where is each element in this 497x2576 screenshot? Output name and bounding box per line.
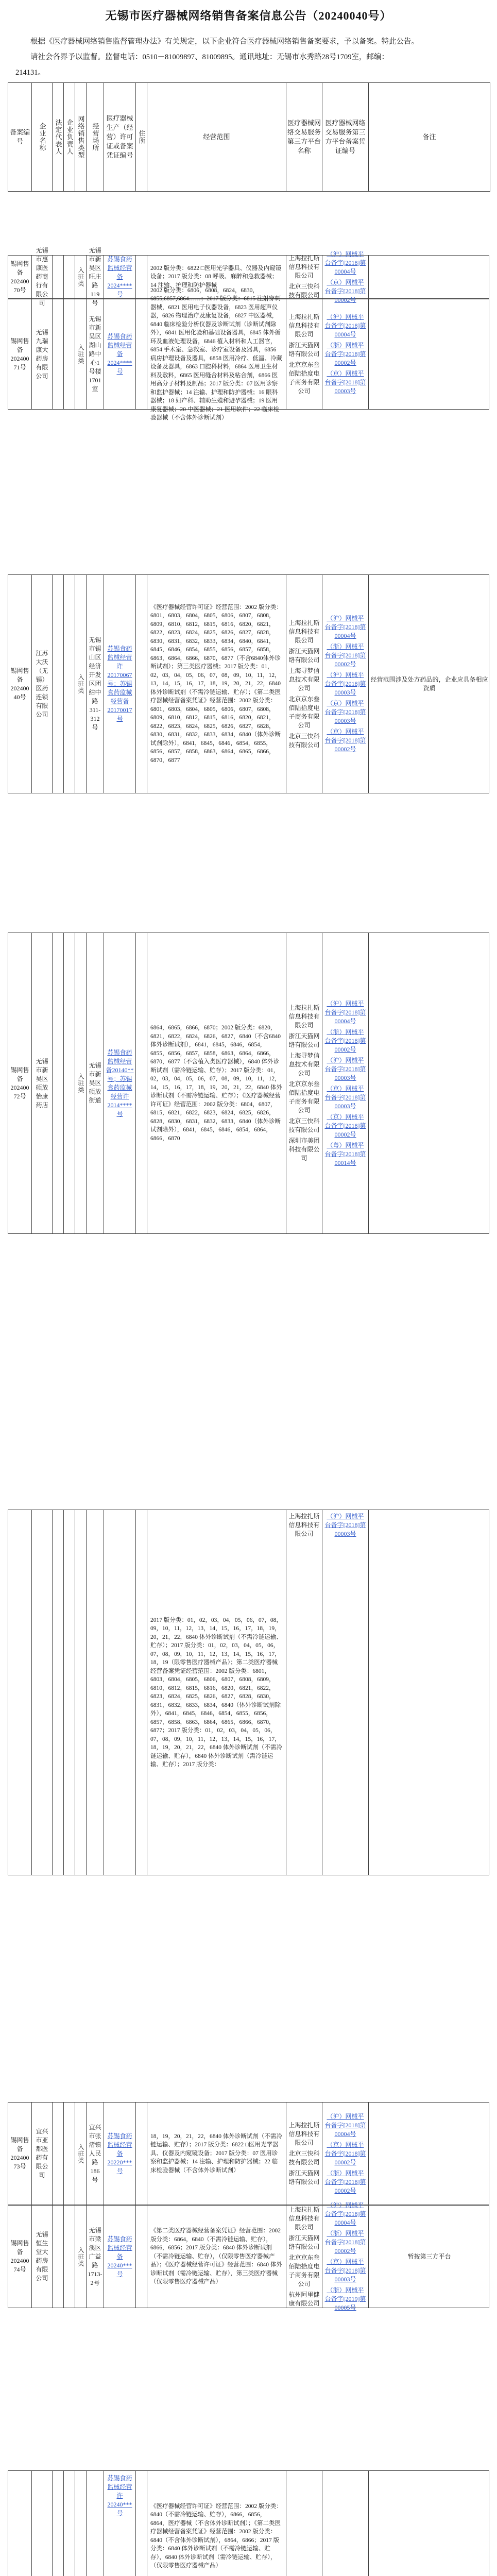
record-legal xyxy=(52,2471,63,2576)
record-note xyxy=(368,933,490,1233)
record-type: 入驻类 xyxy=(75,256,86,298)
record-company: 宜兴市亚都医药有限公司 xyxy=(31,2103,52,2205)
record-license xyxy=(104,2471,135,2576)
platform-code-link[interactable]: （浙）网械平台备字[2018]第00002号 xyxy=(324,2230,366,2255)
table-row xyxy=(8,574,489,793)
platform-code-link[interactable]: （沪）网械平台备字[2018]第00004号 xyxy=(324,313,366,338)
platform-code-link[interactable]: （沪）网械平台备字[2018]第00004号 xyxy=(324,999,366,1025)
record-platforms xyxy=(286,2103,322,2205)
record-note xyxy=(368,256,490,298)
record-person xyxy=(63,256,75,298)
record-address: 无锡市梁溪区广益路1713-2号 xyxy=(86,2206,104,2308)
platform-name: 浙江天猫网络有限公司 xyxy=(288,2169,320,2185)
platform-name: 浙江天猫网络有限公司 xyxy=(288,2234,320,2250)
record-person xyxy=(63,299,75,409)
platform-code-link[interactable]: （沪）网械平台备字[2018]第00004号 xyxy=(324,615,366,639)
record-note: 暂按第三方平台 xyxy=(368,2206,490,2308)
record-type: 入驻类 xyxy=(75,575,86,793)
record-code xyxy=(8,2471,31,2576)
record-license xyxy=(104,933,135,1233)
record-legal xyxy=(52,256,63,298)
table-row xyxy=(8,2470,489,2576)
record-residence xyxy=(135,1510,147,1875)
record-code: 锡网售备202400 71号 xyxy=(10,337,29,371)
platform-name: 浙江天猫网络有限公司 xyxy=(288,647,320,664)
record-platforms xyxy=(286,933,322,1233)
record-legal xyxy=(52,933,63,1233)
record-residence xyxy=(135,575,147,793)
license-link[interactable]: 苏锡食药监械经营备20140**号；苏锡食药监械经营许2014****号 xyxy=(106,1048,134,1117)
platform-code-link[interactable]: （京）网械平台备字[2018]第00003号 xyxy=(324,1084,366,1110)
record-license xyxy=(104,2103,135,2205)
record-platform-codes xyxy=(322,2201,368,2311)
table-header xyxy=(8,82,490,192)
record-note xyxy=(368,1510,490,1875)
record-company: 江苏大沃（无锡）医药连锁有限公司 xyxy=(31,575,52,793)
record-company xyxy=(31,2471,52,2576)
record-type: 入驻类 xyxy=(75,933,86,1233)
record-platform-codes xyxy=(322,2471,368,2576)
header-cell-company: 企业名称 xyxy=(31,83,52,191)
record-residence xyxy=(135,2206,147,2308)
license-link[interactable]: 苏锡食药监械经营备20220***号 xyxy=(107,2132,132,2175)
record-company xyxy=(31,1510,52,1875)
platform-code-link[interactable]: （沪）网械平台备字[2018]第00003号 xyxy=(324,671,366,696)
platform-code-link[interactable]: （沪）网械平台备字[2018]第00003号 xyxy=(324,1513,366,1537)
platform-name: 上海拉扎斯信息科技有限公司 xyxy=(288,1513,320,1537)
platform-name: 上海拉扎斯信息科技有限公司 xyxy=(288,255,320,279)
record-residence xyxy=(135,2103,147,2205)
platform-name: 上海寻梦信息技术有限公司 xyxy=(288,667,320,692)
record-license xyxy=(104,2206,135,2308)
platform-code-link[interactable]: （沪）网械平台备字[2018]第00004号 xyxy=(324,250,366,275)
record-license xyxy=(104,299,135,409)
record-note: 经营范围涉及处方药品的，企业应具备相应资质 xyxy=(368,575,490,793)
record-type: 入驻类 xyxy=(75,2206,86,2308)
platform-code-link[interactable]: （浙）网械平台备字[2018]第00002号 xyxy=(324,643,366,668)
record-person xyxy=(63,575,75,793)
record-note xyxy=(368,299,490,409)
platform-name: 上海拉扎斯信息科技有限公司 xyxy=(288,619,320,644)
license-link[interactable]: 苏锡食药监械经营备2024****号 xyxy=(107,333,132,375)
platform-name: 深圳市美团科技有限公司 xyxy=(288,1137,320,1162)
record-company: 无锡市新吴区硕放怡康药店 xyxy=(31,933,52,1233)
record-platform-codes xyxy=(322,2103,368,2205)
platform-name: 北京三快科技有限公司 xyxy=(288,732,320,749)
record-type: 入驻类 xyxy=(75,2103,86,2205)
platform-name: 上海拉扎斯信息科技有限公司 xyxy=(288,1004,320,1029)
record-platform-codes xyxy=(322,575,368,793)
record-platforms xyxy=(286,2471,322,2576)
header-cell-code: 备案编号 xyxy=(9,128,30,145)
license-link[interactable]: 苏锡食药监械经营备2024****号 xyxy=(107,256,132,298)
record-address: 宜兴市张渚镇人民路186号 xyxy=(86,2103,104,2205)
record-code: 锡网售备202400 73号 xyxy=(10,2137,29,2170)
record-type xyxy=(75,2471,86,2576)
table-row xyxy=(8,1510,489,1875)
header-cell-platform-code: 医疗器械网络交易服务第三方平台备案凭证编号 xyxy=(322,83,368,191)
record-code: 锡网售备202400 40号 xyxy=(10,667,29,701)
record-legal xyxy=(52,1510,63,1875)
record-license xyxy=(104,1510,135,1875)
record-platform-codes xyxy=(322,299,368,409)
header-cell-platform: 医疗器械网络交易服务第三方平台名称 xyxy=(286,83,322,191)
header-cell-scope: 经营范围 xyxy=(147,83,286,191)
table-row xyxy=(8,933,489,1234)
record-residence xyxy=(135,299,147,409)
record-scope: 6864，6865，6866，6870；2002 版分类：6820，6821，6822，6824，6826，6827，6840（不含6840体外诊断试剂），6841，6845，6846，6854，6855，6856，6857，6858，6863，6864，6866，6870，6877（不含植入类医疗器械），6840 体外诊断试剂（需冷链运输、贮存）；2017 版分类：01，02，03，04，05，06，07，08，09，10，11，12，14，15，16，17，18，19，20，21，22，6840 体外诊断试剂（不需冷链运输、贮存）；《医疗器械经营许可证》经营范围：2002 版分类：6804，6807，6815，6821，6822，6823，6824，6825，6826，6828，6830，6831，6832，6833，6840（体外诊断试剂除外），6841，6845，6846，6854，6864，6866，6870 xyxy=(147,933,286,1233)
record-scope: 《第二类医疗器械经营备案凭证》经营范围：2002 版分类：6864，6840（不需冷链运输、贮存），6866，6856；2017 版分类：6840 体外诊断试剂（不需冷链运输、贮存），（仅限零售医疗器械产品）；《医疗器械经营许可证》经营范围：6840 体外诊断试剂（需冷链运输、贮存），第三类医疗器械（仅限零售医疗器械产品） xyxy=(147,2206,286,2308)
platform-name: 上海拉扎斯信息科技有限公司 xyxy=(288,2121,320,2146)
record-code xyxy=(8,1510,31,1875)
record-legal xyxy=(52,299,63,409)
record-residence xyxy=(135,2471,147,2576)
record-scope: 2002 版分类：6806，6808，6824，6830，6855,6857,6864……；2017 版分类：6815 注射穿刺器械，6821 医用电子仪器设备，6823 医用超声仪器，6826 物理治疗及康复设备，6827 中医器械，6840 临床检验分析仪器及诊断试剂（诊断试剂除外），6841 医用化验和基础设备器具，6845 体外循环及血液处理设备，6846 植入材料和人工器官，6854 手术室、急救室、诊疗室设备及器具，6856 病房护理设备及器具，6858 医用冷疗、低温、冷藏设备及器具，6863 口腔科材料，6864 医用卫生材料及敷料，6865 医用缝合材料及粘合剂，6866 医用高分子材料及制品；2017 版分类：07 医用诊察和监护器械；14 注输、护理和防护器械；16 眼科器械；18 妇产科、辅助生殖和避孕器械；19 医用康复器械；20 中医器械；21 医用软件；22 临床检验器械（不含体外诊断试剂） xyxy=(147,299,286,409)
record-address: 无锡市锡山区经济开发区团结中路311-312号 xyxy=(86,575,104,793)
record-type: 入驻类 xyxy=(75,299,86,409)
platform-name: 北京三快科技有限公司 xyxy=(288,1117,320,1133)
header-cell-person: 企业负责人 xyxy=(63,83,75,191)
platform-name: 上海拉扎斯信息科技有限公司 xyxy=(288,2206,320,2231)
record-platform-codes xyxy=(322,250,368,303)
table-row xyxy=(8,2102,489,2205)
record-legal xyxy=(52,2103,63,2205)
record-address xyxy=(86,1510,104,1875)
record-platform-codes xyxy=(322,1510,368,1875)
platform-name: 北京京东叁佰陆拾度电子商务有限公司 xyxy=(288,2253,320,2287)
platform-name: 北京京东叁佰陆拾度电子商务有限公司 xyxy=(288,1080,320,1114)
platform-code-link[interactable]: （京）网械平台备字[2018]第00002号 xyxy=(324,278,366,303)
platform-code-link[interactable]: （京）网械平台备字[2018]第00002号 xyxy=(324,1113,366,1138)
license-link[interactable]: 苏锡食药监械经营备20240***号 xyxy=(107,2235,132,2278)
platform-name: 北京京东叁佰陆拾度电子商务有限公司 xyxy=(288,695,320,729)
record-residence xyxy=(135,256,147,298)
platform-code-link[interactable]: （京）网械平台备字[2018]第00002号 xyxy=(324,728,366,753)
record-legal xyxy=(52,2206,63,2308)
record-scope: 《医疗器械经营许可证》经营范围：2002 版分类：6840（不需冷链运输、贮存），6866，6856，6864，医疗器械（不含体外诊断试剂）；《第二类医疗器械经营备案凭证》经营范围：2002 版分类：6840（不含体外诊断试剂），6864，6866；2017 版分类：6840 体外诊断试剂（不需冷链运输、贮存），6840 体外诊断试剂（需冷链运输、贮存），（仅限零售医疗器械产品） xyxy=(147,2471,286,2576)
record-scope: 18，19，20，21，22，6840 体外诊断试剂（不需冷链运输、贮存）；2017 版分类：6822 □医用光学器具、仪器及内窥镜设备；2017 版分类：07 医用诊察和监护器械；14 注输、护理和防护器械；22 临床检验器械（不含体外诊断试剂） xyxy=(147,2103,286,2205)
header-cell-license: 医疗器械生产（经营）许可证或备案凭证编号 xyxy=(104,83,135,191)
record-company: 无锡市惠康医药商行有限公司 xyxy=(31,256,52,298)
document-title: 无锡市医疗器械网络销售备案信息公告（20240040号） xyxy=(105,9,392,22)
platform-name: 浙江天猫网络有限公司 xyxy=(288,342,320,358)
license-link[interactable]: 苏锡食药监械经营许20170067号；苏锡食药监械经营备20170017号 xyxy=(107,645,132,722)
header-cell-note: 备注 xyxy=(368,83,490,191)
record-person xyxy=(63,2471,75,2576)
record-person xyxy=(63,2103,75,2205)
record-platforms xyxy=(286,299,322,409)
record-scope: 2017 版分类：01，02，03，04，05，06，07，08，09，10，11，12，13，14，15，16，17，18，19，20，21，22，6840 体外诊断试剂（不需冷链运输、贮存）；2017 版分类：01，02，03，04，05，06，07，08，09，10，11，12，13，14，15，16，17，18，19（限零售医疗器械产品）；第二类医疗器械经营备案凭证经营范围：2002 版分类：6801，6803，6804，6805，6806，6807，6808，6809，6810，6812，6815，6816，6820，6821，6822，6823，6824，6825，6826，6827，6828，6830，6831，6832，6833，6834，6840（体外诊断试剂除外），6841，6845，6846，6854，6855，6856，6857，6858，6863，6864，6865，6866，6870，6877；2017 版分类：01，02，03，04，05，06，07，08，09，10，11，12，13，14，15，16，17，18，19，20，21，22，6840 体外诊断试剂（不需冷链运输、贮存），6840 体外诊断试剂（需冷链运输、贮存）；2017 版分类： xyxy=(147,1510,286,1875)
platform-code-link[interactable]: （京）网械平台备字[2018]第00003号 xyxy=(324,700,366,724)
record-type xyxy=(75,1510,86,1875)
record-platforms xyxy=(286,1510,322,1875)
intro-paragraph-3: 214131。 xyxy=(15,69,45,77)
license-link[interactable]: 苏锡食药监械经营许20240***号 xyxy=(107,2475,132,2517)
table-row xyxy=(8,2201,489,2311)
record-company: 无锡九瑞康大药房有限公司 xyxy=(31,299,52,409)
record-legal xyxy=(52,575,63,793)
record-person xyxy=(63,1510,75,1875)
header-cell-residence: 住所 xyxy=(135,83,147,191)
platform-name: 浙江天猫网络有限公司 xyxy=(288,1032,320,1048)
header-cell-type: 网络销售类型 xyxy=(75,83,86,191)
record-address: 无锡市新吴区硕放街道 xyxy=(86,933,104,1233)
platform-code-link[interactable]: （粤）网械平台备字[2018]第00014号 xyxy=(324,1141,366,1166)
platform-code-link[interactable]: （浙）网械平台备字[2018]第00002号 xyxy=(324,1028,366,1053)
record-license xyxy=(104,575,135,793)
record-platforms xyxy=(286,256,322,298)
record-address: 无锡市新吴区湖山路中心1号楼1701室 xyxy=(86,299,104,409)
platform-code-link[interactable]: （京）网械平台备字[2018]第00003号 xyxy=(324,2258,366,2283)
record-platform-codes xyxy=(322,933,368,1233)
record-person xyxy=(63,933,75,1233)
intro-paragraph-2: 请社会各界予以监督。监督电话：0510－81009897、81009895。通讯地址：无锡市水秀路28号1709室，邮编： xyxy=(30,53,389,61)
header-cell-address: 经营场所 xyxy=(86,83,104,191)
record-code: 锡网售备202400 72号 xyxy=(10,1066,29,1100)
record-address xyxy=(86,2471,104,2576)
record-residence xyxy=(135,933,147,1233)
record-address: 无锡市新吴区旺庄路119号 xyxy=(86,256,104,298)
platform-code-link[interactable]: （沪）网械平台备字[2018]第00004号 xyxy=(324,2112,366,2138)
platform-code-link[interactable]: （沪）网械平台备字[2018]第00004号 xyxy=(324,2201,366,2226)
intro-paragraph-1: 根据《医疗器械网络销售监督管理办法》有关规定，以下企业符合医疗器械网络销售备案要求，予以备案。特此公告。 xyxy=(30,38,419,46)
platform-code-link[interactable]: （浙）网械平台备字[2019]第00005号 xyxy=(324,2286,366,2311)
record-scope: 《医疗器械经营许可证》经营范围：2002 版分类：6801，6803，6804，6805，6806，6807，6808，6809，6810，6812，6815，6816，6820，6821，6822，6823，6824，6825，6826，6827，6828，6830，6831，6832，6833，6834，6840，6841，6845，6846，6854，6855，6856，6857，6858，6863，6864，6866，6870，6877（不含6840体外诊断试剂）；第三类医疗器械；2017 版分类：01，02，03，04，05，06，07，08，09，10，11，12，13，14，15，16，17，18，19，20，21，22，6840 体外诊断试剂（不需冷链运输、贮存）；《第二类医疗器械经营备案凭证》经营范围：2002 版分类：6801，6803，6804，6805，6806，6807，6808，6809，6810，6812，6815，6816，6820，6821，6822，6823，6824，6825，6826，6827，6828，6830，6831，6832，6833，6834，6840（体外诊断试剂除外），6841，6845，6846，6854，6855，6856，6857，6858，6863，6864，6865，6866，6870，6877 xyxy=(147,575,286,793)
platform-code-link[interactable]: （浙）网械平台备字[2018]第00002号 xyxy=(324,342,366,366)
record-platforms xyxy=(286,2206,322,2308)
platform-code-link[interactable]: （浙）网械平台备字[2018]第00002号 xyxy=(324,2169,366,2194)
platform-name: 上海拉扎斯信息科技有限公司 xyxy=(288,313,320,338)
platform-code-link[interactable]: （京）网械平台备字[2018]第00002号 xyxy=(324,2141,366,2166)
platform-name: 上海寻梦信息技术有限公司 xyxy=(288,1052,320,1077)
record-note xyxy=(368,2471,490,2576)
platform-name: 北京三快科技有限公司 xyxy=(288,283,320,299)
platform-name: 北京京东叁佰陆拾度电子商务有限公司 xyxy=(288,361,320,395)
record-person xyxy=(63,2206,75,2308)
record-license xyxy=(104,256,135,298)
header-cell-legal: 法定代表人 xyxy=(52,83,63,191)
platform-name: 北京三快科技有限公司 xyxy=(288,2149,320,2166)
platform-name: 杭州阿里健康有限公司 xyxy=(288,2291,320,2307)
intro-section xyxy=(15,34,482,80)
record-code: 锡网售备202400 74号 xyxy=(10,2240,29,2273)
record-scope: 2002 版分类：6822 □医用光学器具、仪器及内窥镜设备；2017 版分类：08 呼吸、麻醉和急救器械；14 注输、护理和防护器械 xyxy=(147,256,286,298)
record-platforms xyxy=(286,575,322,793)
record-company: 无锡恒生堂大药房有限公司 xyxy=(31,2206,52,2308)
record-code: 锡网售备202400 70号 xyxy=(10,260,29,294)
record-note xyxy=(368,2103,490,2205)
platform-code-link[interactable]: （沪）网械平台备字[2018]第00003号 xyxy=(324,1056,366,1081)
platform-code-link[interactable]: （京）网械平台备字[2018]第00003号 xyxy=(324,370,366,395)
